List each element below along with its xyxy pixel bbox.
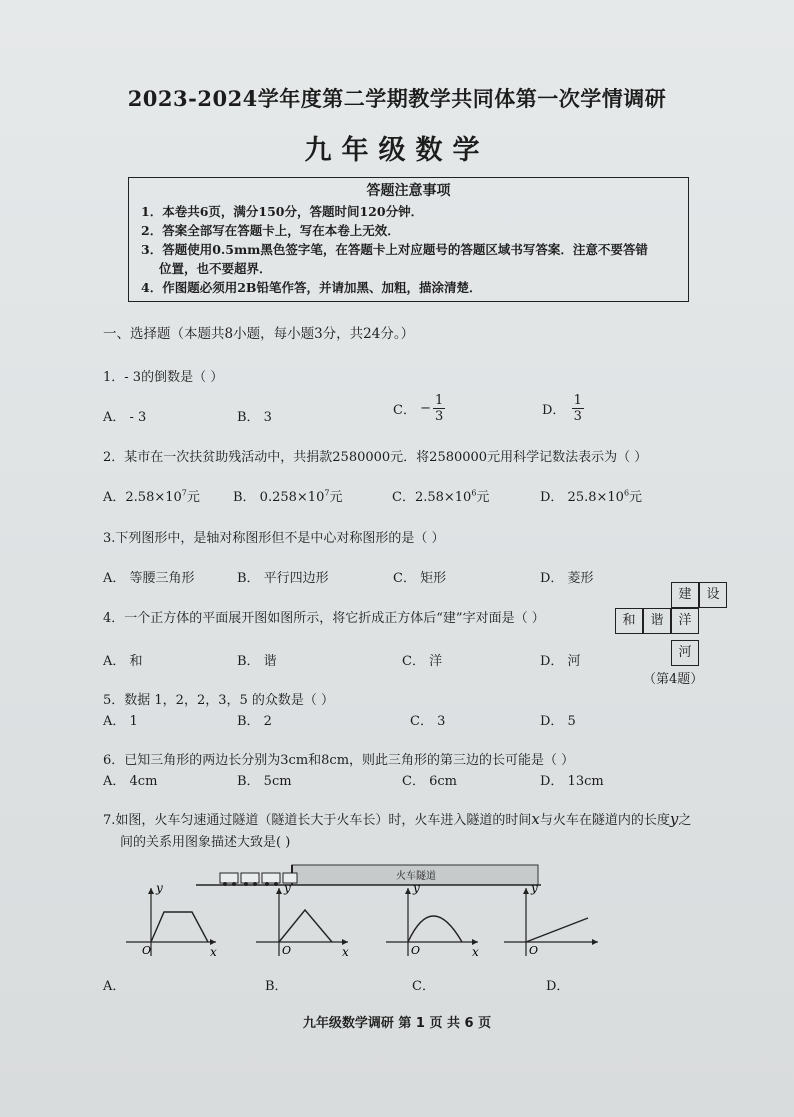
q4-figure-caption: （第4题） xyxy=(643,672,704,687)
q3-stem: 3.下列图形中，是轴对称图形但不是中心对称图形的是（ ） xyxy=(103,531,445,546)
q1-option-c xyxy=(393,393,445,424)
q5-option-d: D． 5 xyxy=(540,714,576,729)
q7-stem-line1 xyxy=(103,809,691,828)
graph-d xyxy=(502,880,602,960)
notice-line-2: 2．答案全部写在答题卡上，写在本卷上无效． xyxy=(141,223,400,238)
q6-stem: 6．已知三角形的两边长分别为3cm和8cm，则此三角形的第三边的长可能是（ ） xyxy=(103,753,575,768)
net-cell-jian: 建 xyxy=(671,582,699,608)
section-heading: 一、选择题（本题共8小题，每小题3分，共24分。） xyxy=(103,326,415,342)
page-footer: 九年级数学调研 第 1 页 共 6 页 xyxy=(302,1016,492,1031)
q7-stem-part2: 与火车在隧道内的长度 xyxy=(539,813,670,828)
q3-option-c: C． 矩形 xyxy=(393,571,447,586)
graph-a-x-label: x xyxy=(210,945,217,959)
q5-option-c: C． 3 xyxy=(410,714,446,729)
q2-d-base: D． 25.8×10 xyxy=(540,490,624,505)
notice-line-4: 4．作图题必须用2B铅笔作答，并请加黑、加粗，描涂清楚． xyxy=(141,280,482,295)
q7-var-y: y xyxy=(669,810,679,828)
q2-stem: 2．某市在一次扶贫助残活动中，共捐款2580000元．将2580000元用科学记数法表示为（ ） xyxy=(103,450,648,465)
q2-a-unit: 元 xyxy=(186,490,200,505)
q1-stem: 1．- 3的倒数是（ ） xyxy=(103,370,224,385)
graph-d-origin: O xyxy=(529,944,539,957)
graph-c-y-label: y xyxy=(413,881,420,895)
q7-option-c: C． xyxy=(412,979,435,994)
q1-option-b: B． 3 xyxy=(237,410,272,425)
graph-a xyxy=(124,880,224,960)
exam-title: 2023-2024学年度第二学期教学共同体第一次学情调研 xyxy=(127,86,667,111)
q6-option-b: B． 5cm xyxy=(237,774,292,789)
q1-d-numerator: 1 xyxy=(573,393,582,408)
q1-c-denominator: 3 xyxy=(435,409,444,424)
q7-option-d: D． xyxy=(546,979,570,994)
q2-a-exp: 7 xyxy=(181,488,187,498)
q2-d-exp: 6 xyxy=(623,488,630,498)
q5-stem: 5．数据 1，2，2，3，5 的众数是（ ） xyxy=(103,693,335,708)
q2-b-exp: 7 xyxy=(324,488,330,498)
q7-stem-part1: 7.如图，火车匀速通过隧道（隧道长大于火车长）时，火车进入隧道的时间 xyxy=(103,813,532,828)
q3-option-d: D． 菱形 xyxy=(540,571,594,586)
graph-c xyxy=(384,880,484,960)
q1-c-label: C． xyxy=(393,403,416,418)
q2-option-c xyxy=(392,486,489,505)
net-cell-xie: 谐 xyxy=(643,608,671,634)
notice-title: 答题注意事项 xyxy=(366,183,451,199)
net-cell-river: 河 xyxy=(671,640,699,666)
q2-c-exp: 6 xyxy=(471,488,477,498)
q1-d-label: D． xyxy=(542,403,566,418)
net-cell-yang: 洋 xyxy=(671,608,699,634)
graph-a-y-arrow xyxy=(148,888,154,894)
graph-c-y-arrow xyxy=(405,888,411,894)
graph-d-x-arrow xyxy=(592,939,598,945)
graph-a-y-label: y xyxy=(156,881,163,895)
q4-option-d: D． 河 xyxy=(540,654,581,669)
q6-option-d: D． 13cm xyxy=(540,774,604,789)
q7-var-x: x xyxy=(531,810,540,828)
q2-option-a xyxy=(103,486,200,505)
q2-option-d xyxy=(540,486,642,505)
graph-d-y-label: y xyxy=(531,881,538,895)
net-cell-she: 设 xyxy=(699,582,727,608)
notice-box xyxy=(128,177,689,302)
q7-option-a: A． xyxy=(103,979,126,994)
q1-d-denominator: 3 xyxy=(573,409,582,424)
notice-line-3: 3．答题使用0.5mm黑色签字笔，在答题卡上对应题号的答题区域书写答案．注意不要答错 xyxy=(141,242,648,257)
graph-c-origin: O xyxy=(411,944,421,957)
q4-option-a: A． 和 xyxy=(103,654,143,669)
q4-option-c: C． 洋 xyxy=(402,654,443,669)
graph-b-y-arrow xyxy=(276,888,282,894)
q2-option-b xyxy=(233,486,342,505)
q6-option-a: A． 4cm xyxy=(103,774,158,789)
tunnel-label: 火车隧道 xyxy=(396,871,436,882)
q3-option-b: B． 平行四边形 xyxy=(237,571,329,586)
graph-a-origin: O xyxy=(142,944,152,957)
q1-c-numerator: 1 xyxy=(435,393,444,408)
q4-stem: 4．一个正方体的平面展开图如图所示，将它折成正方体后“建”字对面是（ ） xyxy=(103,611,545,626)
graph-d-curve xyxy=(526,918,588,942)
graph-b-x-label: x xyxy=(342,945,349,959)
q1-d-fraction xyxy=(572,393,584,424)
graph-c-curve xyxy=(408,916,462,942)
graph-b-y-label: y xyxy=(284,881,291,895)
q1-option-a: A． - 3 xyxy=(103,410,147,425)
q7-stem-part3: 之 xyxy=(678,813,692,828)
graph-a-curve xyxy=(151,912,208,942)
q5-option-b: B． 2 xyxy=(237,714,272,729)
notice-line-1: 1．本卷共6页，满分150分，答题时间120分钟． xyxy=(141,204,424,219)
notice-line-3-cont: 位置，也不要超界． xyxy=(159,261,272,276)
q4-option-b: B． 谐 xyxy=(237,654,277,669)
exam-subject: 九年级数学 xyxy=(304,135,490,166)
q2-a-base: A．2.58×10 xyxy=(103,490,182,505)
graph-c-x-label: x xyxy=(472,945,479,959)
q1-c-fraction xyxy=(433,393,445,424)
tunnel-illustration xyxy=(196,862,542,890)
q6-option-c: C． 6cm xyxy=(402,774,457,789)
q2-d-unit: 元 xyxy=(629,490,643,505)
q2-b-base: B． 0.258×10 xyxy=(233,490,325,505)
q2-c-base: C．2.58×10 xyxy=(392,490,472,505)
graph-b-curve xyxy=(279,910,332,942)
q2-b-unit: 元 xyxy=(329,490,343,505)
graph-b-origin: O xyxy=(282,944,292,957)
graph-b xyxy=(254,880,354,960)
q1-c-sign: − xyxy=(420,401,431,416)
net-cell-he: 和 xyxy=(615,608,643,634)
q5-option-a: A． 1 xyxy=(103,714,138,729)
q7-stem-line2: 间的关系用图象描述大致是( ) xyxy=(120,835,291,850)
q2-c-unit: 元 xyxy=(476,490,490,505)
q7-option-b: B． xyxy=(265,979,288,994)
graph-d-y-arrow xyxy=(523,888,529,894)
q1-option-d xyxy=(542,393,584,424)
q3-option-a: A． 等腰三角形 xyxy=(103,571,195,586)
